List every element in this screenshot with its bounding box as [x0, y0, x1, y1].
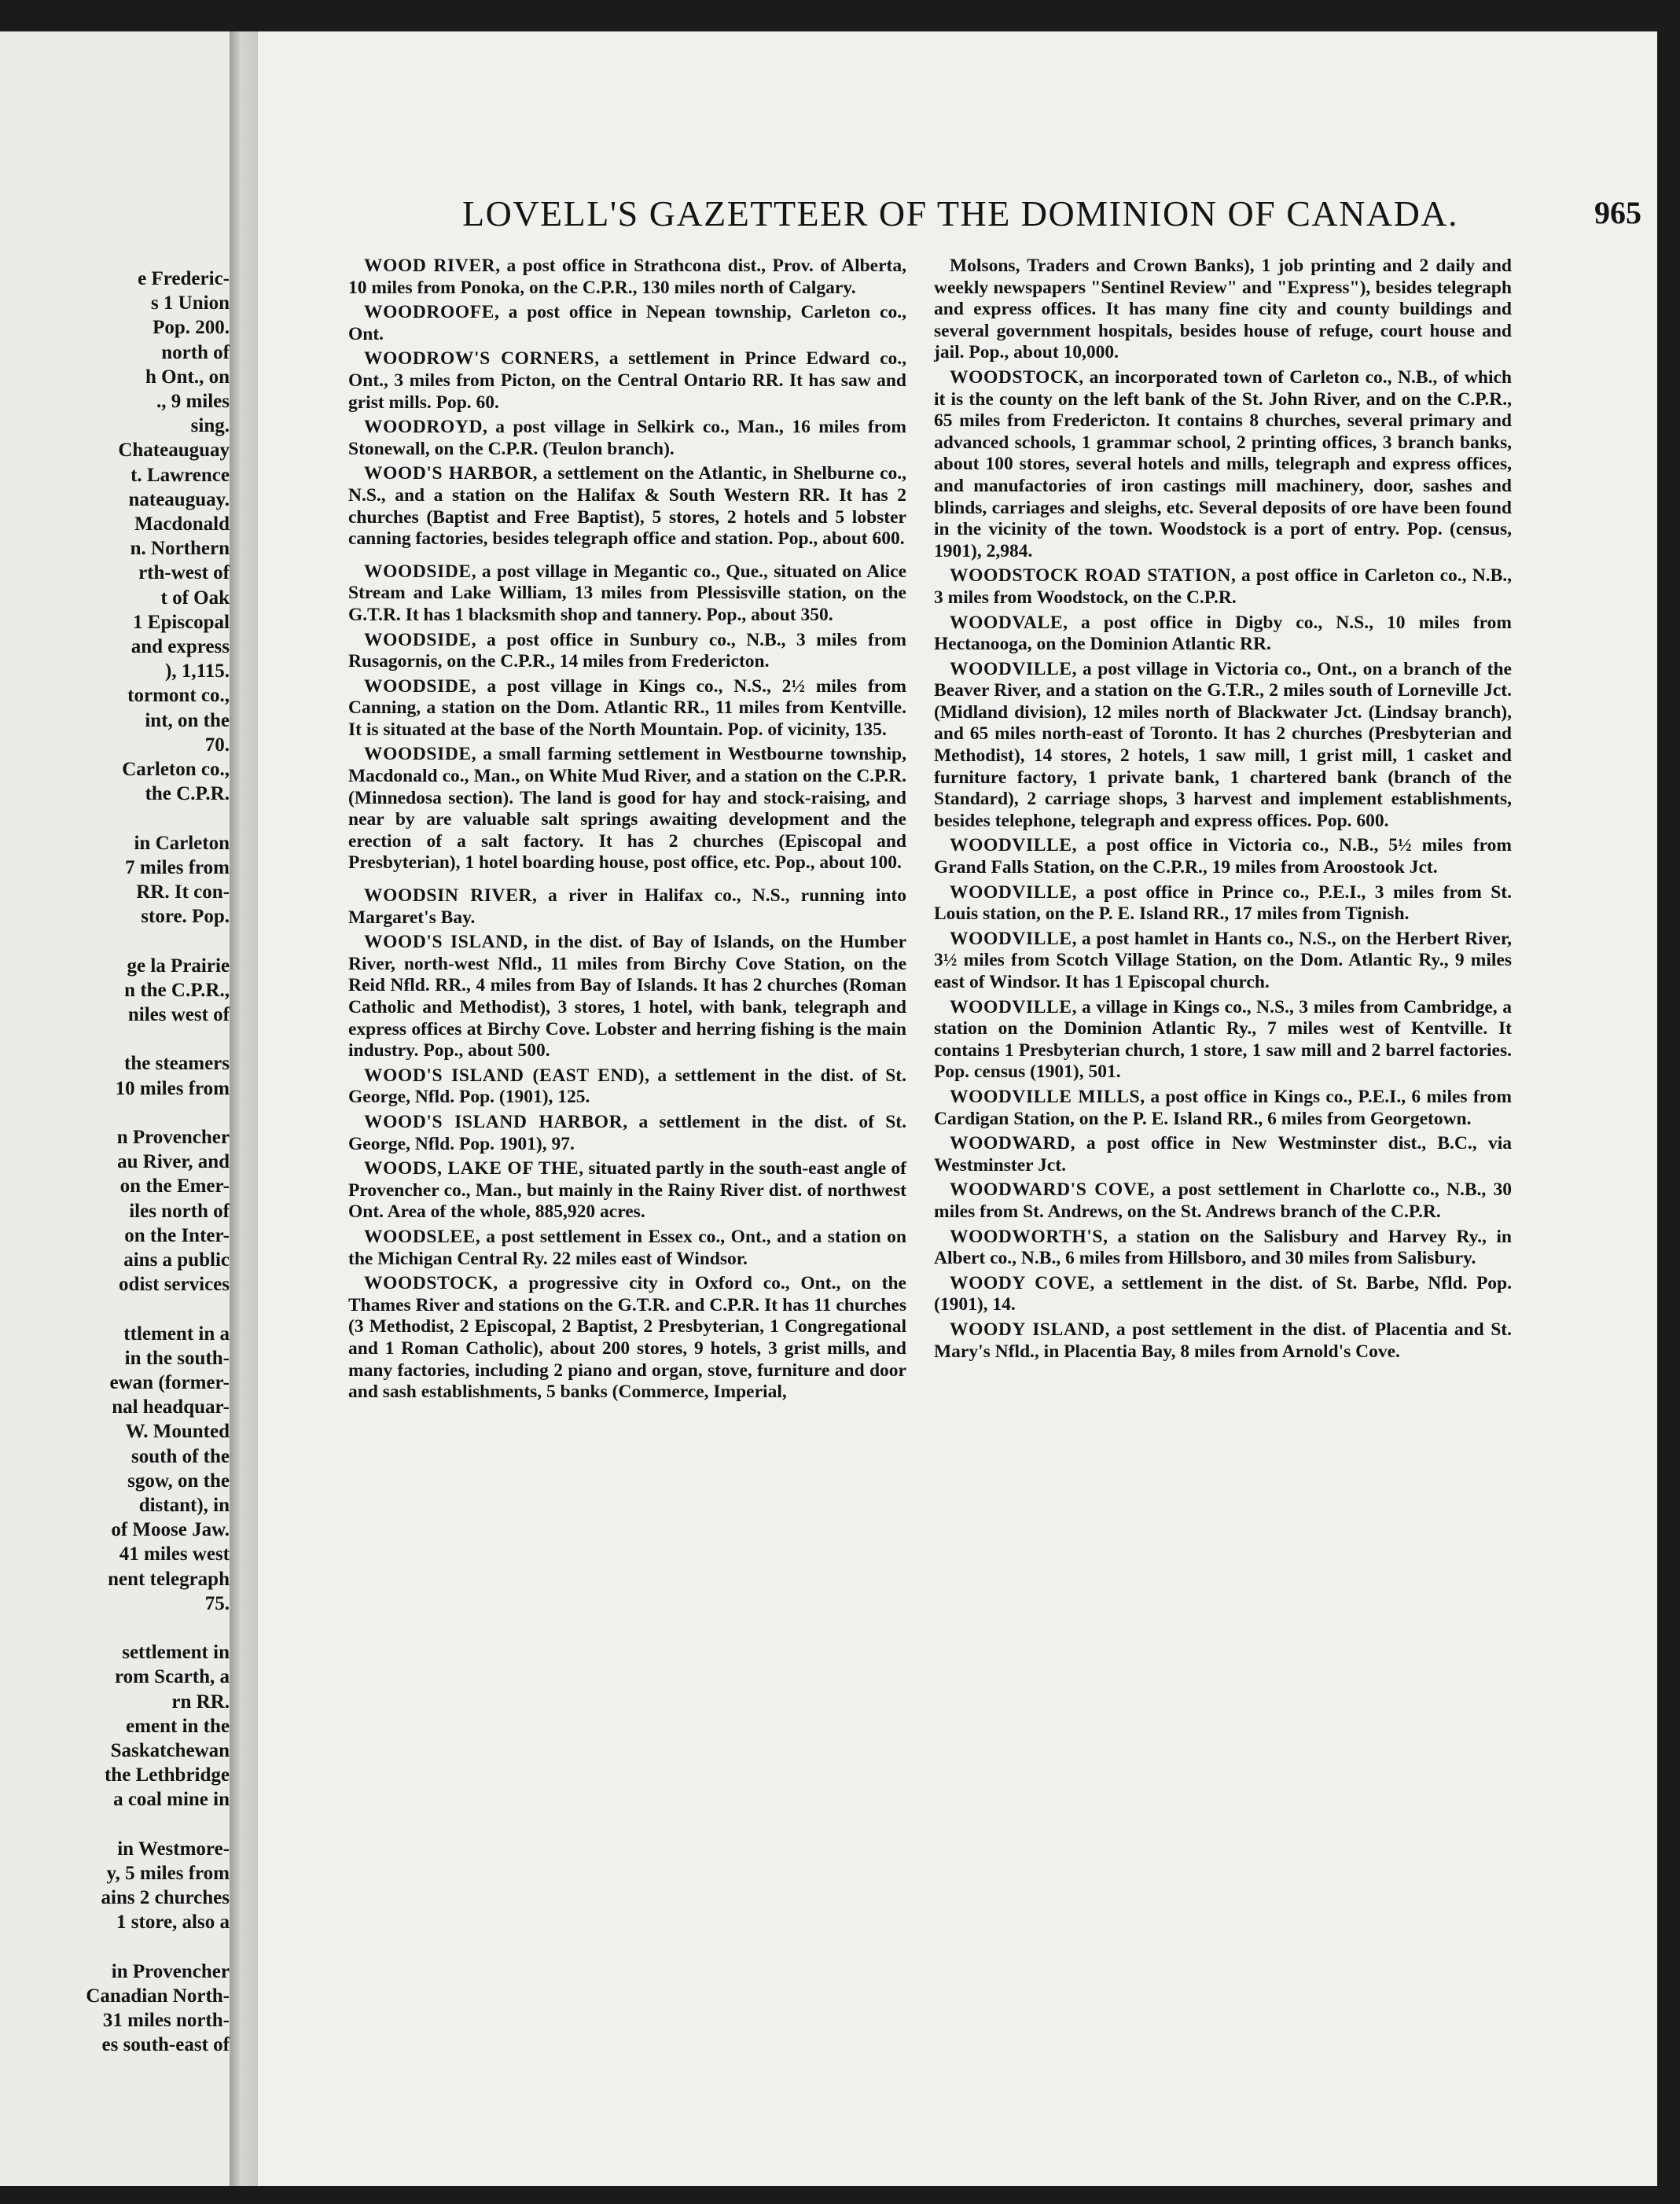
- entry-text: , situated partly in the south-east angle of Provencher co., Man., but mainly in the Rainy River dist. of northwest Ont. Area of the whole, 885,920 acres.: [348, 1158, 906, 1223]
- left-page-line: 41 miles west: [119, 1544, 230, 1566]
- gazetteer-page: [258, 31, 1657, 2186]
- entry-text: , a station on the Salisbury and Harvey Ry., in Albert co., N.B., 6 miles from Hillsboro, and 30 miles from Salisbury.: [934, 1226, 1512, 1269]
- left-page-line: 1 store, also a: [116, 1911, 230, 1934]
- entry-text: , a settlement in the dist. of St. George, Nfld. Pop. (1901), 125.: [348, 1065, 907, 1108]
- entry-headword: WOOD'S ISLAND (EAST END): [364, 1065, 645, 1086]
- gazetteer-entry: [348, 302, 906, 345]
- entry-headword: WOOD'S ISLAND: [364, 932, 524, 953]
- entry-headword: WOODVALE: [950, 612, 1064, 633]
- left-page-line: t of Oak: [160, 587, 230, 609]
- entry-text: , a progressive city in Oxford co., Ont., on the Thames River and stations on the G.T.R. and C.P.R. It has 11 churches (3 Methodist, 2 Episcopal, 2 Baptist, 2 Presbyterian, 1 Congregational and 1 Roman Catholic), about 200 stores, 9 hotels, 3 grist mills, and many factories, including 2 piano and organ, stove, furniture and door and sash establishments, 5 banks (Commerce, Imperial,: [348, 1273, 906, 1403]
- gazetteer-entry: [348, 744, 906, 874]
- left-page-line: the C.P.R.: [145, 783, 230, 805]
- entry-text: , a village in Kings co., N.S., 3 miles from Cambridge, a station on the Dominion Atlantic Ry., 7 miles west of Kentville. It contains 1 Presbyterian church, 1 store, 1 saw mill and 2 barrel factories. Pop. census (1901), 501.: [934, 996, 1512, 1083]
- entry-headword: WOODY ISLAND: [950, 1319, 1105, 1340]
- gazetteer-entry: [348, 1065, 906, 1109]
- left-page-line: south of the: [131, 1445, 230, 1467]
- left-page-line: of Moose Jaw.: [111, 1519, 230, 1541]
- left-page-line: Carleton co.,: [122, 759, 230, 780]
- entry-text: , a post office in Nepean township, Carleton co., Ont.: [348, 302, 906, 344]
- left-page-line: 31 miles north-: [102, 2010, 230, 2032]
- gazetteer-entry: [934, 659, 1512, 833]
- entry-text: , a post settlement in Essex co., Ont., and a station on the Michigan Central Ry. 22 miles east of Windsor.: [348, 1226, 906, 1269]
- entry-text: , a settlement in the dist. of St. George, Nfld. Pop. 1901), 97.: [348, 1111, 906, 1154]
- gazetteer-entry: [348, 417, 906, 460]
- gazetteer-entry: [934, 997, 1512, 1084]
- entry-text: , a post office in Kings co., P.E.I., 6 miles from Cardigan Station, on the P. E. Island RR., 6 miles from Georgetown.: [934, 1086, 1512, 1129]
- entry-headword: WOODROW'S CORNERS: [364, 348, 595, 370]
- gazetteer-entry: [934, 1133, 1512, 1176]
- gazetteer-entry: [348, 630, 906, 673]
- entry-headword: WOODVILLE: [950, 881, 1072, 903]
- entry-text: , a settlement in Prince Edward co., Ont., 3 miles from Picton, on the Central Ontario RR. It has saw and grist mills. Pop. 60.: [348, 348, 907, 413]
- left-page-line: in the south-: [124, 1347, 230, 1369]
- entry-headword: WOODWARD: [950, 1133, 1071, 1154]
- entry-headword: WOODSTOCK: [950, 366, 1079, 388]
- left-page-line: au River, and: [117, 1151, 230, 1173]
- gazetteer-entry: [934, 613, 1512, 656]
- entry-text: , a post settlement in the dist. of Placentia and St. Mary's Nfld., in Placentia Bay, 8 miles from Arnold's Cove.: [934, 1319, 1512, 1362]
- entry-text: , a post village in Kings co., N.S., 2½ miles from Canning, a station on the Dom. Atlantic RR., 11 miles from Kentville. It is situated at the base of the North Mountain. Pop. of vicinity, 135.: [348, 675, 906, 740]
- entry-headword: WOODROYD: [364, 417, 483, 438]
- entry-headword: WOOD RIVER: [364, 256, 496, 276]
- entry-headword: WOODWORTH'S: [950, 1226, 1104, 1247]
- entry-text: , a post hamlet in Hants co., N.S., on the Herbert River, 3½ miles from Scotch Village Station, on the Dom. Atlantic Ry., 9 miles east of Windsor. It has 1 Episcopal church.: [934, 928, 1512, 992]
- page-number: 965: [1594, 195, 1641, 230]
- entry-headword: WOODSIN RIVER: [364, 885, 532, 907]
- entry-headword: WOODVILLE: [950, 658, 1072, 679]
- left-page-line: ement in the: [126, 1715, 230, 1737]
- left-page-line: the steamers: [124, 1053, 230, 1075]
- left-page-line: Canadian North-: [86, 1985, 230, 2007]
- left-page-line: n Provencher: [116, 1127, 230, 1148]
- left-page-line: in Westmore-: [117, 1838, 230, 1860]
- entry-headword: WOODSTOCK: [364, 1273, 494, 1294]
- left-page-line: rth-west of: [138, 562, 230, 584]
- left-page-line: es south-east of: [101, 2034, 230, 2056]
- left-page-line: sing.: [190, 415, 230, 437]
- left-page-line: 7 miles from: [125, 856, 230, 878]
- left-page-line: Pop. 200.: [153, 317, 230, 339]
- left-page-line: tormont co.,: [127, 685, 230, 707]
- entry-headword: WOODVILLE: [950, 928, 1072, 949]
- left-page-line: y, 5 miles from: [106, 1863, 230, 1884]
- left-page-line: on the Emer-: [119, 1176, 230, 1198]
- left-page-line: ewan (former-: [109, 1372, 230, 1393]
- left-page-line: ge la Prairie: [127, 955, 230, 977]
- left-page-line: nateauguay.: [128, 488, 230, 510]
- left-page-line: ains a public: [123, 1249, 230, 1271]
- entry-text: , a post office in Carleton co., N.B., 3 miles from Woodstock, on the C.P.R.: [934, 565, 1512, 608]
- entry-text: , a post village in Victoria co., Ont., on a branch of the Beaver River, and a station on the G.T.R., 2 miles south of Lorneville Jct. (Midland division), 12 miles north of Blackwater Jct. (Lindsay branch), and 65 miles north-east of Toronto. It has 2 churches (Presbyterian and Methodist), 14 stores, 2 hotels, 1 saw mill, 1 grist mill, 1 casket and furniture factory, 1 private bank, 1 chartered bank (branch of the Standard), 2 carriage shops, 3 harvest and implement establishments, besides telephone, telegraph and express offices. Pop. 600.: [934, 658, 1512, 831]
- left-page-line: 10 miles from: [115, 1077, 230, 1099]
- left-page-line: rom Scarth, a: [114, 1666, 230, 1688]
- gazetteer-entry: [348, 463, 906, 550]
- gazetteer-entry: [934, 565, 1512, 609]
- entry-text: , a post office in Prince co., P.E.I., 3 miles from St. Louis station, on the P. E. Island RR., 17 miles from Tignish.: [934, 881, 1512, 925]
- left-page-line: and express: [131, 636, 230, 657]
- entry-text: , a post village in Megantic co., Que., situated on Alice Stream and Lake William, 13 miles from Plessisville station, on the G.T.R. It has 1 blacksmith shop and tannery. Pop., about 350.: [348, 561, 906, 625]
- entry-text: , a small farming settlement in Westbourne township, Macdonald co., Man., on White Mud River, and a station on the C.P.R. (Minnedosa section). The land is good for hay and stock-raising, and near by are valuable salt springs awaiting development and the erection of a salt factory. It has 2 churches (Episcopal and Presbyterian), 1 hotel boarding house, post office, etc. Pop., about 100.: [348, 744, 906, 874]
- entry-text: , a river in Halifax co., N.S., running into Margaret's Bay.: [348, 885, 906, 928]
- left-page-line: ., 9 miles: [156, 391, 230, 412]
- entry-headword: WOODVILLE: [950, 835, 1072, 856]
- entry-text: , a post office in Digby co., N.S., 10 miles from Hectanooga, on the Dominion Atlantic RR.: [934, 612, 1512, 655]
- left-page-line: ), 1,115.: [165, 660, 230, 683]
- left-page-line: odist services: [119, 1274, 230, 1296]
- gazetteer-entry: [934, 929, 1512, 994]
- gazetteer-entry: [348, 1112, 906, 1155]
- gazetteer-entry: [348, 1273, 906, 1404]
- left-page-line: sgow, on the: [127, 1470, 230, 1492]
- left-page-line: n the C.P.R.,: [124, 979, 230, 1001]
- left-page-line: e Frederic-: [138, 268, 230, 289]
- entry-headword: WOODSLEE: [364, 1226, 476, 1247]
- left-page-line: nal headquar-: [112, 1396, 230, 1418]
- entry-headword: WOODSIDE: [364, 561, 472, 582]
- entry-headword: WOODVILLE: [950, 996, 1072, 1017]
- left-page-line: on the Inter-: [124, 1224, 230, 1246]
- left-page-line: distant), in: [138, 1495, 230, 1516]
- left-page-line: ains 2 churches: [101, 1887, 230, 1909]
- left-page-line: h Ont., on: [145, 366, 230, 388]
- left-page-line: W. Mounted: [125, 1421, 230, 1443]
- gazetteer-entry: [934, 256, 1512, 364]
- entry-text: , a post office in Sunbury co., N.B., 3 miles from Rusagornis, on the C.P.R., 14 miles from Fredericton.: [348, 629, 906, 672]
- gazetteer-entry: [348, 561, 906, 627]
- left-page-line: north of: [161, 341, 230, 363]
- entry-headword: WOODROOFE: [364, 302, 494, 323]
- entry-headword: WOODS, LAKE OF THE: [364, 1158, 579, 1179]
- left-page-line: t. Lawrence: [131, 464, 230, 486]
- entry-text: , a post office in Strathcona dist., Prov. of Alberta, 10 miles from Ponoka, on the C.P.R., 130 miles north of Calgary.: [348, 256, 906, 298]
- gazetteer-entry: [348, 885, 906, 929]
- left-column: [348, 256, 906, 1407]
- gazetteer-entry: [934, 1087, 1512, 1130]
- gazetteer-entry: [348, 932, 906, 1062]
- left-page-line: in Provencher: [111, 1960, 230, 1982]
- gazetteer-entry: [934, 835, 1512, 878]
- page-header: [462, 193, 1641, 256]
- gazetteer-entry: [934, 1179, 1512, 1223]
- book-gutter: [230, 31, 258, 2186]
- gazetteer-entry: [934, 1273, 1512, 1316]
- left-page-line: Macdonald: [134, 513, 230, 535]
- left-page-line: nent telegraph: [108, 1568, 230, 1590]
- left-page-line: a coal mine in: [113, 1789, 230, 1811]
- entry-text: , an incorporated town of Carleton co., N.B., of which it is the county on the left bank of the St. John River, and on the C.P.R., 65 miles from Fredericton. It contains 8 churches, several primary and advanced schools, 1 grammar school, 2 printing offices, 3 branch banks, about 100 stores, several hotels and mills, telegraph and express offices, and manufactories of iron castings mill machinery, door, sashes and blinds, carriages and sleighs, etc. Several deposits of ore have been found in the vicinity of the town. Woodstock is a port of entry. Pop. (census, 1901), 2,984.: [934, 366, 1512, 561]
- left-page-line: in Carleton: [134, 832, 230, 854]
- left-page-line: settlement in: [122, 1642, 230, 1664]
- entry-headword: WOODVILLE MILLS: [950, 1086, 1141, 1107]
- entry-text: , a post settlement in Charlotte co., N.B., 30 miles from St. Andrews, on the St. Andrews branch of the C.P.R.: [934, 1179, 1512, 1222]
- left-page-line: ttlement in a: [123, 1323, 230, 1345]
- entry-headword: WOODSTOCK ROAD STATION: [950, 565, 1231, 587]
- entry-text: , a post office in Victoria co., N.B., 5½ miles from Grand Falls Station, on the C.P.R., 19 miles from Aroostook Jct.: [934, 835, 1512, 878]
- entry-text: , a post office in New Westminster dist., B.C., via Westminster Jct.: [934, 1133, 1512, 1176]
- running-title: LOVELL'S GAZETTEER OF THE DOMINION OF CANADA.: [462, 193, 1459, 234]
- gazetteer-entry: [934, 367, 1512, 562]
- gazetteer-entry: [934, 1227, 1512, 1270]
- entry-text: , a post village in Selkirk co., Man., 16 miles from Stonewall, on the C.P.R. (Teulon branch).: [348, 417, 906, 459]
- left-page-line: 75.: [204, 1592, 230, 1614]
- left-page-line: 70.: [204, 734, 230, 756]
- left-page-line: iles north of: [129, 1200, 230, 1222]
- entry-headword: WOOD'S ISLAND HARBOR: [364, 1111, 623, 1132]
- entry-headword: WOODSIDE: [364, 675, 472, 697]
- right-column: [934, 256, 1512, 1366]
- left-page-line: n. Northern: [130, 538, 230, 560]
- gazetteer-entry: [348, 256, 906, 299]
- entry-text: , a settlement on the Atlantic, in Shelburne co., N.S., and a station on the Halifax & South Western RR. It has 2 churches (Baptist and Free Baptist), 5 stores, 2 hotels and 5 lobster canning factories, besides telegraph office and station. Pop., about 600.: [348, 463, 906, 550]
- left-page-fragment: [0, 31, 230, 2186]
- gazetteer-entry: [348, 1227, 906, 1270]
- left-page-line: store. Pop.: [141, 906, 230, 928]
- left-page-line: the Lethbridge: [104, 1764, 230, 1786]
- entry-text: , in the dist. of Bay of Islands, on the Humber River, north-west Nfld., 11 miles from Birchy Cove Station, on the Reid Nfld. RR., 4 miles from Bay of Islands. It has 2 churches (Roman Catholic and Methodist), 3 stores, 1 hotel, with bank, telegraph and express offices at Birchy Cove. Lobster and herring fishing is the main industry. Pop., about 500.: [348, 932, 906, 1062]
- left-page-line: s 1 Union: [150, 293, 230, 315]
- gazetteer-entry: [348, 348, 906, 414]
- left-page-line: niles west of: [127, 1004, 230, 1025]
- gazetteer-entry: [934, 882, 1512, 925]
- entry-text: , a settlement in the dist. of St. Barbe, Nfld. Pop. (1901), 14.: [934, 1272, 1512, 1315]
- gazetteer-entry: [348, 1158, 906, 1223]
- left-page-line: int, on the: [145, 709, 230, 731]
- entry-headword: WOODSIDE: [364, 744, 472, 765]
- left-page-line: RR. It con-: [136, 881, 230, 903]
- entry-headword: WOOD'S HARBOR: [364, 463, 533, 484]
- left-page-line: rn RR.: [171, 1691, 230, 1713]
- left-page-line: 1 Episcopal: [133, 611, 230, 633]
- entry-text: Molsons, Traders and Crown Banks), 1 job printing and 2 daily and weekly newspapers "Sentinel Review" and "Express"), besides telegraph and express offices. It has many fine city and county buildings and several government hospitals, besides house of refuge, court house and jail. Pop., about 10,000.: [934, 256, 1512, 363]
- gazetteer-entry: [348, 676, 906, 741]
- left-page-line: Saskatchewan: [110, 1740, 230, 1761]
- gazetteer-entry: [934, 1319, 1512, 1363]
- left-page-line: Chateauguay: [118, 440, 230, 462]
- entry-headword: WOODWARD'S COVE: [950, 1179, 1150, 1201]
- entry-headword: WOODY COVE: [950, 1272, 1090, 1293]
- entry-headword: WOODSIDE: [364, 629, 472, 650]
